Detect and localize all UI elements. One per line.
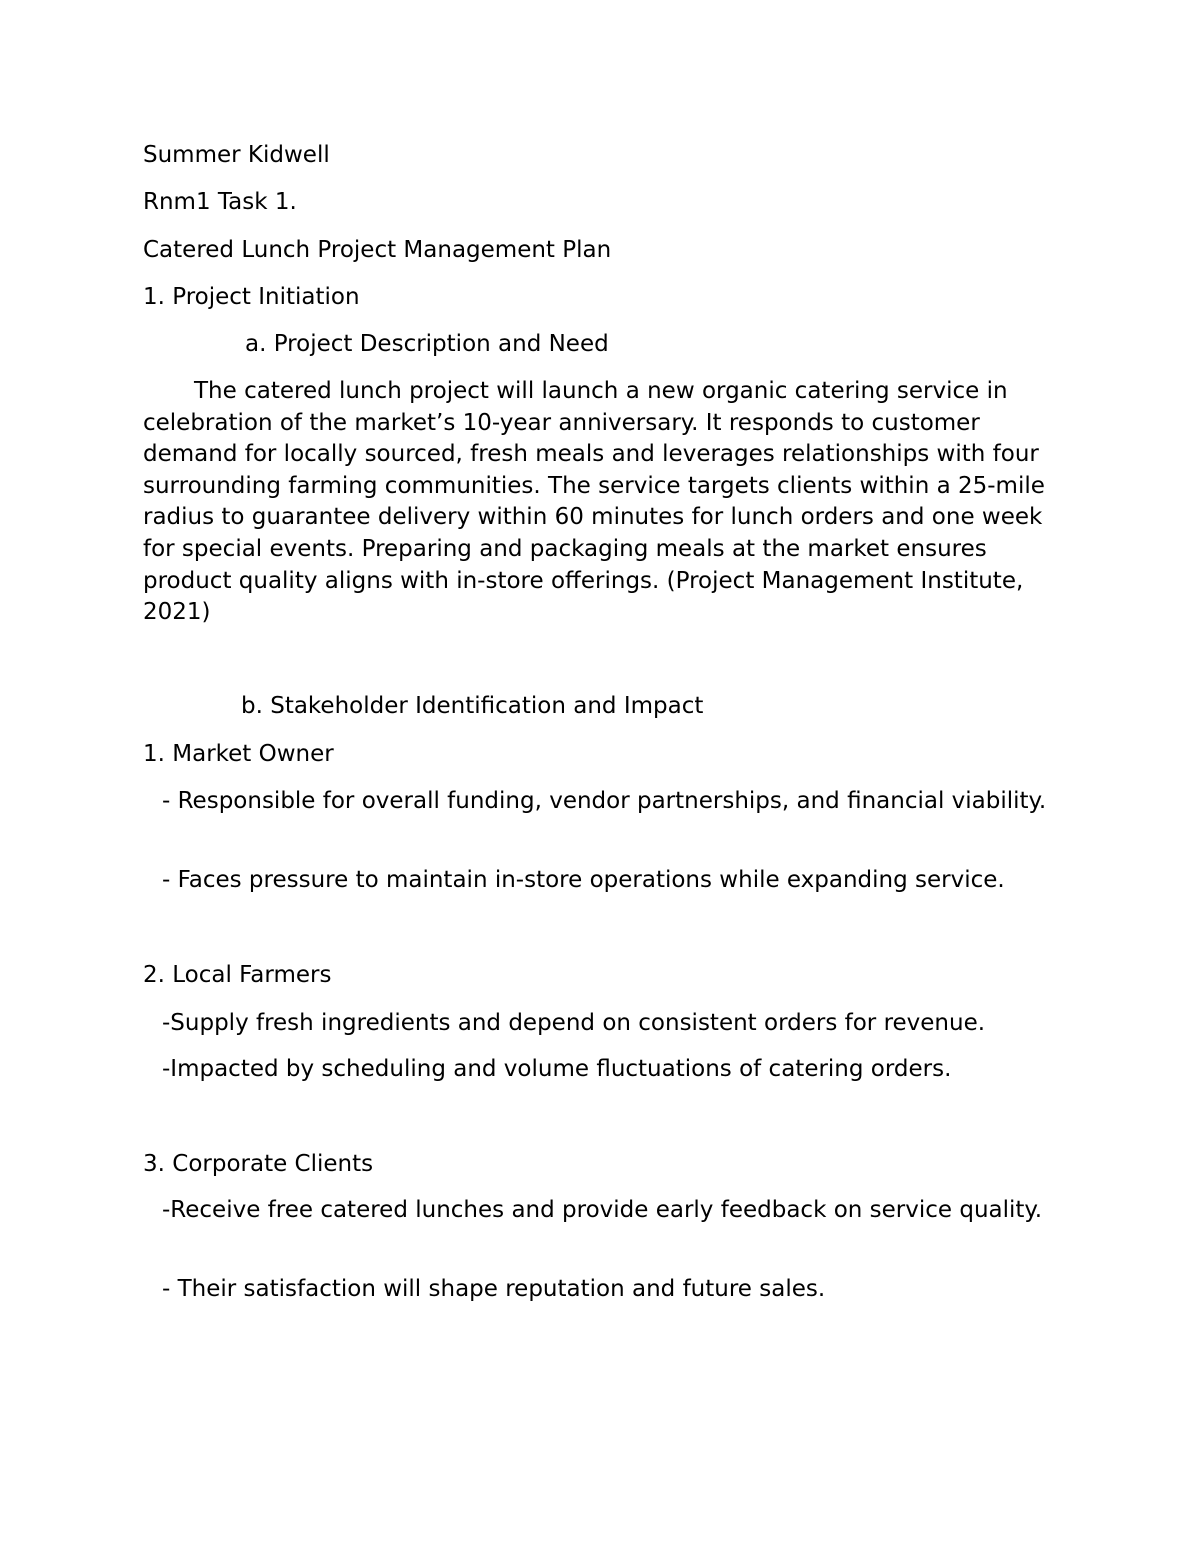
stakeholder-point: -Impacted by scheduling and volume fluctuations of catering orders.	[162, 1056, 952, 1082]
document-title: Catered Lunch Project Management Plan	[143, 237, 612, 263]
stakeholder-point: -Receive free catered lunches and provide early feedback on service quality.	[162, 1197, 1043, 1223]
stakeholder-point: - Faces pressure to maintain in-store operations while expanding service.	[162, 867, 1005, 893]
section-heading-project-initiation: 1. Project Initiation	[143, 284, 360, 310]
stakeholder-heading-market-owner: 1. Market Owner	[143, 741, 334, 767]
subheading-stakeholder-identification: b. Stakeholder Identification and Impact	[241, 693, 704, 719]
task-label: Rnm1 Task 1.	[143, 189, 297, 215]
project-description-paragraph: The catered lunch project will launch a new organic catering service in celebration of the market’s 10-year anniversary. It responds to customer demand for locally sourced, fresh meals and leverages relationships with four surrounding farming communities. The service targets clients within a 25-mile radius to guarantee delivery within 60 minutes for lunch orders and one week for special events. Preparing and packaging meals at the market ensures product quality aligns with in-store offerings. (Project Management Institute, 2021)	[143, 378, 1045, 626]
subheading-project-description: a. Project Description and Need	[245, 331, 609, 357]
stakeholder-heading-local-farmers: 2. Local Farmers	[143, 962, 332, 988]
stakeholder-point: -Supply fresh ingredients and depend on consistent orders for revenue.	[162, 1010, 986, 1036]
stakeholder-heading-corporate-clients: 3. Corporate Clients	[143, 1151, 374, 1177]
stakeholder-point: - Responsible for overall funding, vendor partnerships, and financial viability.	[162, 788, 1047, 814]
author-name: Summer Kidwell	[143, 142, 330, 168]
stakeholder-point: - Their satisfaction will shape reputation and future sales.	[162, 1276, 826, 1302]
